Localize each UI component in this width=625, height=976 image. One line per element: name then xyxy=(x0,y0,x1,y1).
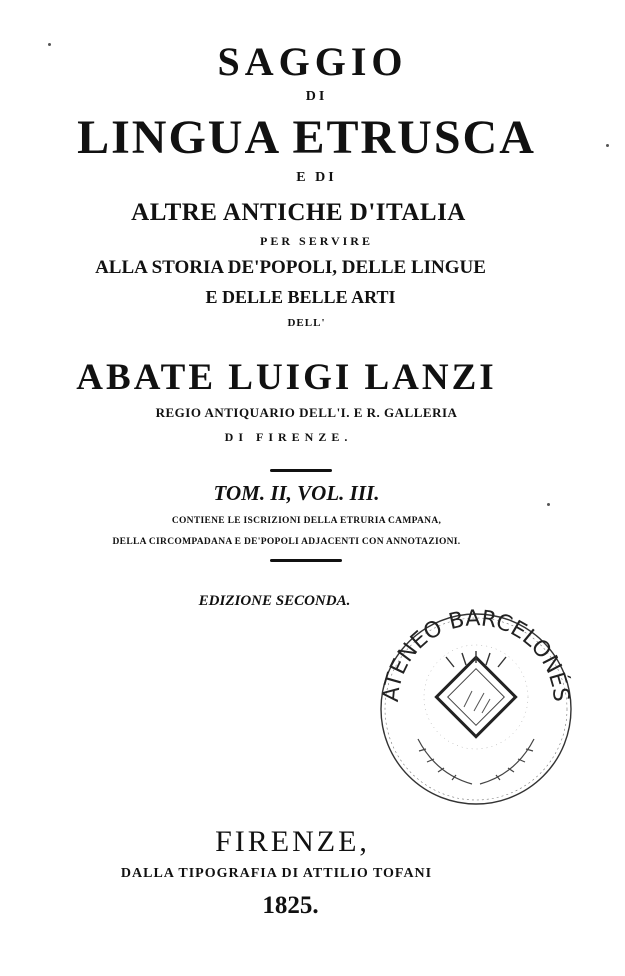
ornamental-rule-bottom xyxy=(270,559,342,562)
author-city: DI FIRENZE. xyxy=(224,430,353,444)
stamp-seal-icon xyxy=(376,609,576,809)
stamp-text: ATENEO BARCELONÉS xyxy=(378,609,574,703)
edition: EDIZIONE SECONDA. xyxy=(198,593,351,609)
purpose-line-2: E DELLE BELLE ARTI xyxy=(205,287,396,307)
volume-designation: TOM. II, VOL. III. xyxy=(213,481,380,505)
imprint-place: FIRENZE, xyxy=(215,825,370,858)
title-connector: DI xyxy=(305,89,328,104)
subject-connector: E DI xyxy=(296,170,337,185)
contents-line-1: CONTIENE LE ISCRIZIONI DELLA ETRURIA CAMPANA, xyxy=(171,516,442,526)
imprint-printer: DALLA TIPOGRAFIA DI ATTILIO TOFANI xyxy=(120,866,433,881)
paper-speck xyxy=(48,43,51,46)
title: SAGGIO xyxy=(217,39,408,84)
purpose-line-1: ALLA STORIA DE'POPOLI, DELLE LINGUE xyxy=(95,257,486,278)
subject-heading: LINGUA ETRUSCA xyxy=(77,111,536,164)
purpose-intro: PER SERVIRE xyxy=(260,234,373,248)
paper-speck xyxy=(606,144,609,147)
author-title: REGIO ANTIQUARIO DELL'I. E R. GALLERIA xyxy=(155,405,458,420)
author-name: ABATE LUIGI LANZI xyxy=(76,357,497,398)
contents-line-2: DELLA CIRCOMPADANA E DE'POPOLI ADJACENTI CON ANNOTAZIONI. xyxy=(112,537,461,547)
library-stamp xyxy=(376,609,576,809)
ornamental-rule-top xyxy=(270,469,332,472)
imprint-year: 1825. xyxy=(262,892,319,919)
subject-secondary: ALTRE ANTICHE D'ITALIA xyxy=(131,199,466,226)
paper-speck xyxy=(547,503,550,506)
author-prefix: DELL' xyxy=(287,317,326,329)
